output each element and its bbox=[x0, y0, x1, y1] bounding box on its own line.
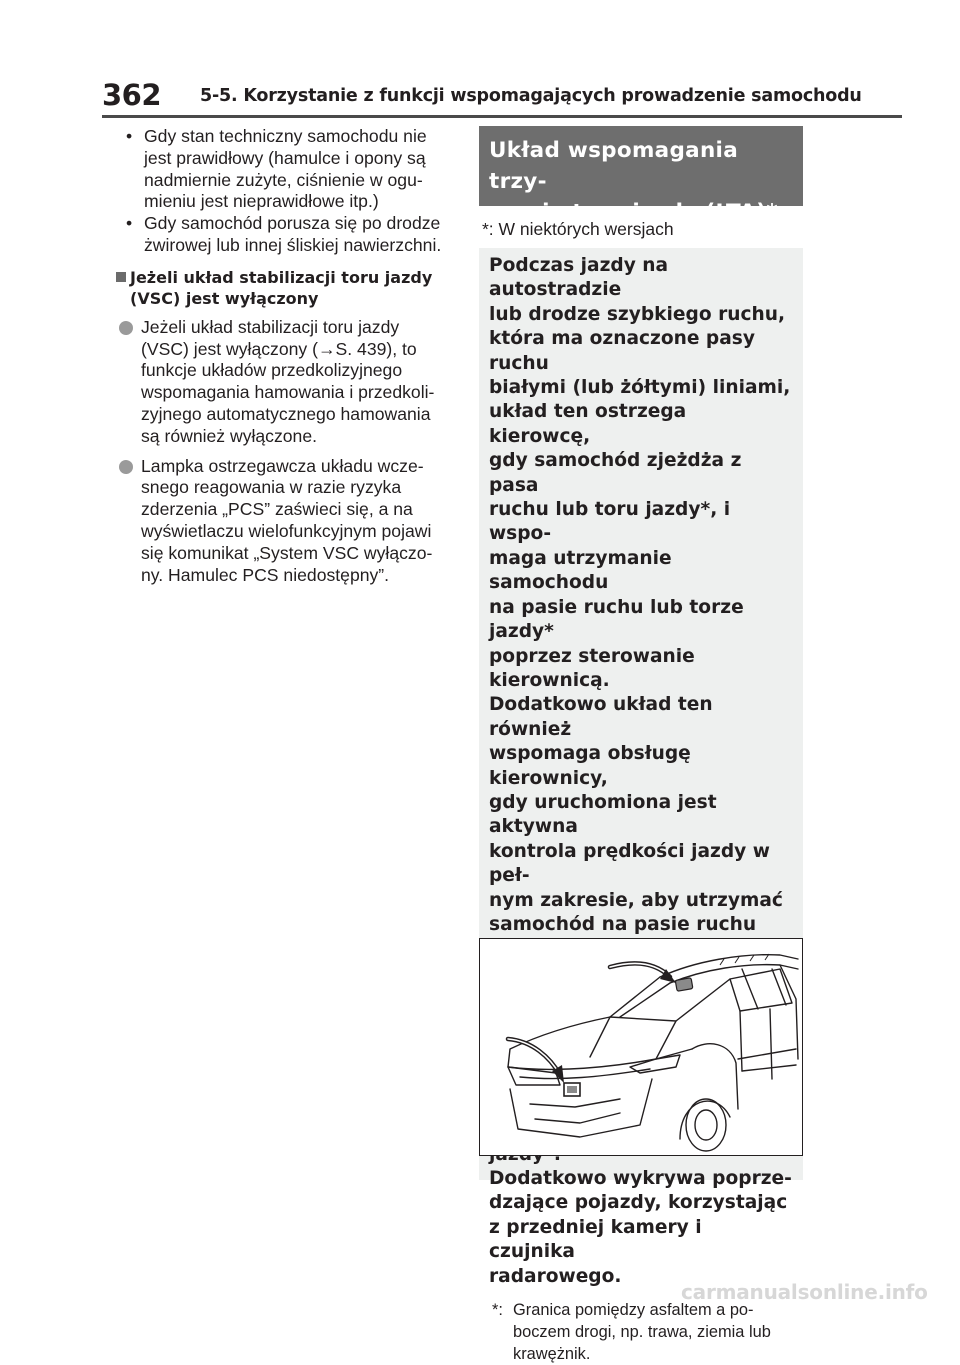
text-line: gdy uruchomiona jest aktywna bbox=[489, 791, 717, 838]
text-line: (VSC) jest wyłączony (→S. 439), to bbox=[141, 338, 417, 359]
text-line: kontrola prędkości jazdy w peł- bbox=[489, 840, 770, 887]
square-bullet-icon bbox=[116, 272, 126, 282]
text-line: snego reagowania w razie ryzyka bbox=[141, 477, 402, 498]
circle-item bbox=[118, 456, 460, 587]
bullet-item bbox=[118, 213, 460, 257]
text-line: dzające pojazdy, korzystając bbox=[489, 1192, 788, 1214]
text-line: ruchu lub toru jazdy*, i wspo- bbox=[489, 499, 731, 545]
paragraph-intro bbox=[489, 254, 793, 986]
text-line: gdy samochód zjeżdża z pasa bbox=[489, 450, 742, 496]
text-line: układ ten ostrzega kierowcę, bbox=[489, 401, 687, 447]
text-line: Podczas jazdy na autostradzie bbox=[489, 255, 669, 301]
heading-line: (VSC) jest wyłączony bbox=[130, 288, 319, 308]
text-line: wyświetlaczu wielofunkcyjnym pojawi bbox=[141, 520, 432, 541]
text-line: Granica pomiędzy asfaltem a po- bbox=[513, 1301, 754, 1320]
bullet-mark: • bbox=[126, 213, 133, 234]
text-line: samochód na pasie ruchu bbox=[489, 913, 757, 935]
circle-bullet-icon bbox=[119, 460, 133, 474]
page-number: 362 bbox=[102, 78, 162, 112]
text-line: Lampka ostrzegawcza układu wcze- bbox=[141, 455, 424, 476]
text-line: poprzez sterowanie kierownicą. bbox=[489, 645, 695, 691]
text-line: maga utrzymanie samochodu bbox=[489, 547, 672, 594]
text-line: Gdy stan techniczny samochodu nie bbox=[144, 126, 427, 146]
text-line: nadmiernie zużyte, ciśnienie w ogu- bbox=[144, 169, 423, 190]
text-line: Dodatkowo wykrywa poprze- bbox=[489, 1168, 792, 1190]
text-line: funkcje układów przedkolizyjnego bbox=[141, 360, 403, 381]
definition-note bbox=[489, 1299, 793, 1365]
text-line: na pasie ruchu lub torze jazdy* bbox=[489, 596, 744, 643]
text-line: z przedniej kamery i czujnika bbox=[489, 1216, 702, 1263]
circle-item bbox=[118, 317, 460, 448]
header-rule bbox=[102, 115, 902, 118]
bullet-item bbox=[118, 126, 460, 213]
text-line: mieniu jest nieprawidłowe itp.) bbox=[144, 191, 379, 212]
text-line: jest prawidłowy (hamulce i opony są bbox=[144, 147, 426, 168]
info-box bbox=[479, 248, 803, 1364]
text-line: Jeżeli układ stabilizacji toru jazdy bbox=[141, 316, 400, 337]
text-line: nym zakresie, aby utrzymać bbox=[489, 889, 783, 911]
text-line: Dodatkowo układ ten również bbox=[489, 694, 713, 740]
text-line: zyjnego automatycznego hamowania bbox=[141, 403, 431, 424]
text-line: białymi (lub żółtymi) liniami, bbox=[489, 377, 791, 399]
car-camera-radar-illustration bbox=[479, 938, 803, 1156]
text-line: radarowego. bbox=[489, 1265, 622, 1287]
section-heading bbox=[118, 267, 460, 309]
text-line: która ma oznaczone pasy ruchu bbox=[489, 328, 755, 374]
text-line: ny. Hamulec PCS niedostępny”. bbox=[141, 564, 390, 585]
text-line: wspomagania hamowania i przedkoli- bbox=[141, 382, 435, 403]
banner-line: Układ wspomagania trzy- bbox=[489, 138, 739, 194]
right-column bbox=[479, 126, 803, 1364]
version-footnote: *: W niektórych wersjach bbox=[482, 219, 674, 239]
section-banner bbox=[479, 126, 803, 225]
chapter-title: 5-5. Korzystanie z funkcji wspomagających prowadzenie samochodu bbox=[200, 86, 862, 106]
text-line: boczem drogi, np. trawa, ziemia lub bbox=[513, 1323, 771, 1342]
text-line: zderzenia „PCS” zaświeci się, a na bbox=[141, 499, 413, 520]
text-line: Gdy samochód porusza się po drodze bbox=[144, 213, 441, 234]
heading-line: Jeżeli układ stabilizacji toru jazdy bbox=[130, 267, 433, 287]
text-line: krawężnik. bbox=[513, 1345, 591, 1364]
banner-line: mania toru jazdy (LTA)* bbox=[489, 200, 778, 225]
text-line: się komunikat „System VSC wyłączo- bbox=[141, 542, 433, 563]
text-line: lub drodze szybkiego ruchu, bbox=[489, 303, 786, 325]
car-illustration-svg bbox=[480, 939, 802, 1155]
text-line: wspomaga obsługę kierownicy, bbox=[489, 743, 691, 789]
text-line: żwirowej lub innej śliskiej nawierzchni. bbox=[144, 234, 442, 255]
watermark: carmanualsonline.info bbox=[681, 1280, 928, 1304]
circle-bullet-icon bbox=[119, 321, 133, 335]
text-line: są również wyłączone. bbox=[141, 425, 318, 446]
left-column bbox=[118, 126, 460, 586]
note-mark: *: bbox=[492, 1301, 503, 1320]
bullet-mark: • bbox=[126, 126, 133, 146]
